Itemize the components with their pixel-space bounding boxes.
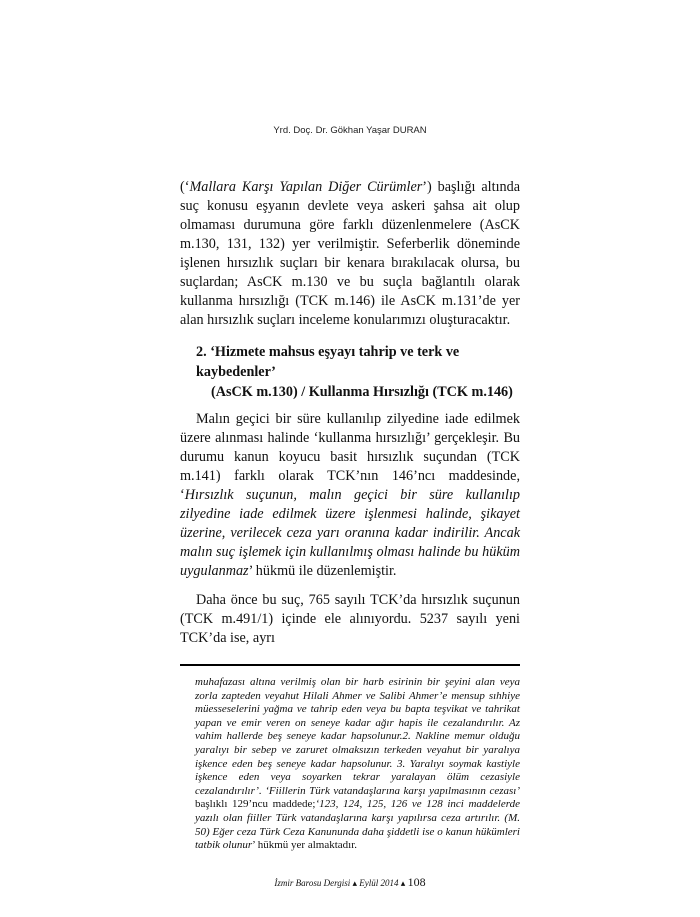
text-segment: Malın geçici bir süre kullanılıp zilyedine iade edilmek üzere alınması halinde ‘kullanma hırsızlığı’ gerçekleşir. Bu durumu kanun koyucu basit hırsızlık suçundan (TCK m.141) farklı olarak TCK’nın 146’ncı maddesinde, ‘: [180, 411, 520, 503]
paragraph-2: [180, 410, 520, 581]
text-segment-italic: ‘123, 124, 125, 126 ve 128 inci maddelerde yazılı olan fiiller Türk vatandaşlarına karşı yapılırsa ceza artırılır. (M. 50) Eğer ceza Türk Ceza Kanununda daha şiddetli ise o kanun hükümleri tatbik olunur: [195, 798, 520, 852]
separator: ▴: [350, 877, 360, 888]
text-segment: ’ hükmü yer almaktadır.: [252, 839, 358, 852]
heading-line-2: (AsCK m.130) / Kullanma Hırsızlığı (TCK m.146): [211, 384, 513, 400]
journal-name: İzmir Barosu Dergisi: [274, 877, 351, 888]
page-footer: [180, 875, 520, 890]
text-segment-italic: Mallara Karşı Yapılan Diğer Cürümler: [189, 179, 423, 195]
separator: ▴: [398, 877, 408, 888]
text-segment-italic: muhafazası altına verilmiş olan bir harb esirinin bir şeyini alan veya zorla zapteden veyahut Hilali Ahmer ve Salibi Ahmer’e mensup sıhhiye müesseselerini yağma ve tahrip eden veya bu bapta teşvikat ve tahrikat yapan ve emir veren on seneye kadar ağır hapis ile cezalandırılır. Az vahim hallerde beş seneye kadar hapsolunur.2. Nakline memur olduğu yaralıyı bir sebep ve zaruret olmaksızın terkeden veyahut bir yaralıya işkence eden beş seneye kadar hapsolunur. 3. Yaralıyı soymak kastiyle işkence eden veya soyarken tekrar yaralayan ölüm cezasiyle cezalandırılır’. ‘Fiillerin Türk vatandaşlarına karşı yapılmasının cezası’: [195, 676, 520, 797]
text-segment: ’) başlığı altında suç konusu eşyanın devlete veya askeri şahsa ait olup olmaması durumuna göre farklı düzenlenmelere (AsCK m.130, 131, 132) yer verilmiştir. Seferberlik döneminde işlenen hırsızlık suçları bir kenara bırakılacak olursa, bu suçlardan; AsCK m.130 ve bu suçla bağlantılı olarak kullanma hırsızlığı (TCK m.146) ile AsCK m.131’de yer alan hırsızlık suçları inceleme konularımızı oluşturacaktır.: [180, 179, 520, 328]
text-segment: Daha önce bu suç, 765 sayılı TCK’da hırsızlık suçunun (TCK m.491/1) içinde ele alınıyordu. 5237 sayılı yeni TCK’da ise, ayrı: [180, 592, 520, 646]
text-segment-italic: Hırsızlık suçunun, malın geçici bir süre kullanılıp zilyedine iade edilmek üzere işlenmesi halinde, şikayet üzerine, verilecek ceza yarı oranına kadar indirilir. Ancak malın suç işlemek için kullanılmış olması halinde bu hüküm uygulanmaz: [180, 487, 520, 579]
section-heading: [196, 342, 520, 402]
footnote: [195, 676, 520, 853]
text-segment: ’ hükmü ile düzenlemiştir.: [248, 563, 397, 579]
page-column: [180, 178, 520, 890]
page-number: 108: [407, 874, 426, 889]
issue-date: Eylül 2014: [359, 877, 399, 888]
heading-line-1: 2. ‘Hizmete mahsus eşyayı tahrip ve terk ve kaybedenler’: [196, 344, 460, 380]
text-segment: başlıklı 129’ncu maddede;: [195, 798, 316, 811]
footnote-separator: [180, 664, 520, 666]
running-header: Yrd. Doç. Dr. Gökhan Yaşar DURAN: [273, 125, 427, 136]
text-segment: (‘: [180, 179, 190, 195]
paragraph-3: [180, 591, 520, 648]
paragraph-1: [180, 178, 520, 330]
